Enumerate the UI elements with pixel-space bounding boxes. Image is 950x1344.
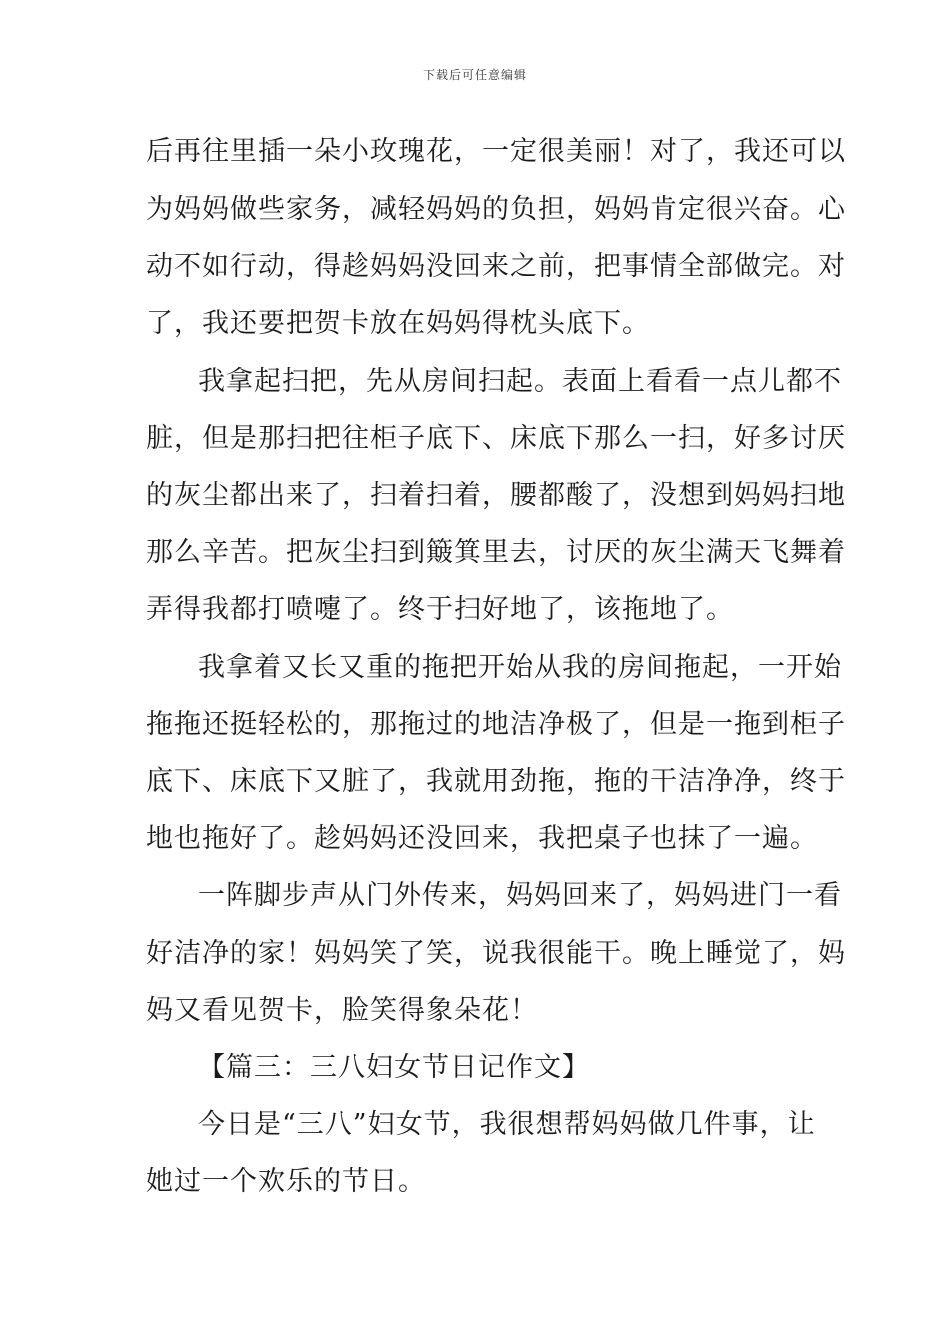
text-line: 了，我还要把贺卡放在妈妈得枕头底下。 <box>146 308 650 339</box>
section-heading: 【篇三：三八妇女节日记作文】 <box>198 1052 590 1083</box>
paragraph-first-line: 我拿着又长又重的拖把开始从我的房间拖起，一开始 <box>198 652 842 683</box>
text-line: 那么辛苦。把灰尘扫到簸箕里去，讨厌的灰尘满天飞舞着 <box>146 537 846 568</box>
text-line: 底下、床底下又脏了，我就用劲拖，拖的干洁净净，终于 <box>146 766 846 797</box>
text-line: 弄得我都打喷嚏了。终于扫好地了，该拖地了。 <box>146 594 734 625</box>
paragraph-first-line: 我拿起扫把，先从房间扫起。表面上看看一点儿都不 <box>198 366 842 397</box>
text-line: 地也拖好了。趁妈妈还没回来，我把桌子也抹了一遍。 <box>146 823 818 854</box>
paragraph-first-line: 今日是“三八”妇女节，我很想帮妈妈做几件事，让 <box>198 1109 816 1140</box>
text-line: 脏，但是那扫把往柜子底下、床底下那么一扫，好多讨厌 <box>146 423 846 454</box>
text-line: 好洁净的家！妈妈笑了笑，说我很能干。晚上睡觉了，妈 <box>146 938 846 969</box>
text-line: 妈又看见贺卡，脸笑得象朵花！ <box>146 995 538 1026</box>
paragraph-first-line: 一阵脚步声从门外传来，妈妈回来了，妈妈进门一看 <box>198 880 842 911</box>
text-line: 为妈妈做些家务，减轻妈妈的负担，妈妈肯定很兴奋。心 <box>146 194 846 225</box>
page-header: 下载后可任意编辑 <box>422 68 527 82</box>
text-line: 拖拖还挺轻松的，那拖过的地洁净极了，但是一拖到柜子 <box>146 709 846 740</box>
text-line: 她过一个欢乐的节日。 <box>146 1166 426 1197</box>
text-line: 的灰尘都出来了，扫着扫着，腰都酸了，没想到妈妈扫地 <box>146 480 846 511</box>
text-line: 后再往里插一朵小玫瑰花，一定很美丽！对了，我还可以 <box>146 136 846 167</box>
text-line: 动不如行动，得趁妈妈没回来之前，把事情全部做完。对 <box>146 251 846 282</box>
